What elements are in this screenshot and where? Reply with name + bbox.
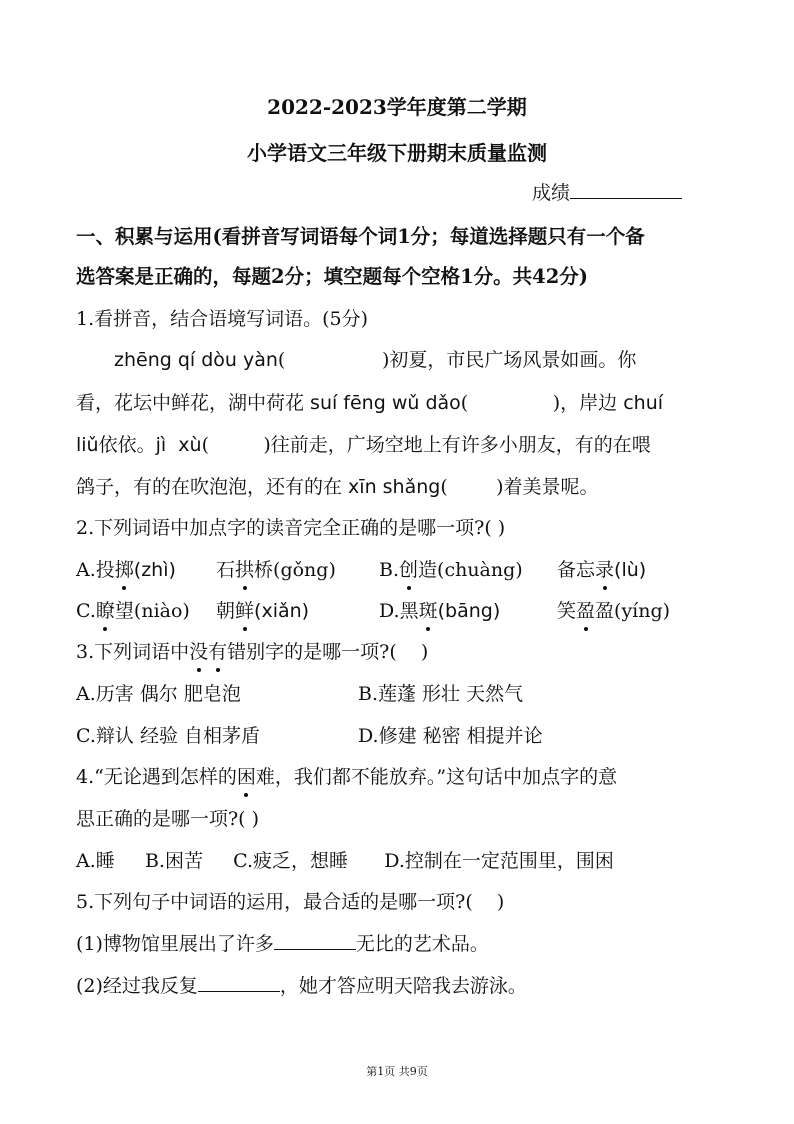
option-d-word2: 笑盈盈(yíng) <box>557 600 671 622</box>
q5-sentence1: (1)博物馆里展出了许多 无比的艺术品。 <box>76 933 489 955</box>
q1-passage-line4 <box>76 474 776 500</box>
option-a[interactable]: A.投掷(zhì) <box>76 559 176 581</box>
passage-text: ( )，岸边 <box>460 392 624 414</box>
option-b[interactable]: B.创造(chuàng) <box>379 559 523 581</box>
option-b-word2: 备忘录(lù) <box>557 559 647 581</box>
passage-text: ( )着美景呢。 <box>440 476 599 498</box>
q1-passage-line1 <box>114 347 774 373</box>
q3-options-row1 <box>76 681 776 707</box>
option-a[interactable]: A.历害 偶尔 肥皂泡 <box>76 683 241 705</box>
passage-text: 看，花坛中鲜花，湖中荷花 <box>76 392 311 414</box>
passage-text: ( )往前走，广场空地上有许多小朋友，有的在喂 <box>201 434 651 456</box>
passage-text: 依依。 <box>98 434 156 456</box>
option-d[interactable]: D.修建 秘密 相提并论 <box>358 725 543 747</box>
q2-stem: 2.下列词语中加点字的读音完全正确的是哪一项?( ) <box>76 517 506 539</box>
option-c[interactable]: C.辩认 经验 自相茅盾 <box>76 725 260 747</box>
pinyin-text: jì xù <box>155 434 202 456</box>
option-c-word2: 朝鲜(xiǎn) <box>216 600 310 622</box>
q5-blank-1[interactable] <box>274 931 356 950</box>
pinyin-text: zhēng qí dòu yàn <box>114 349 278 371</box>
q2-options-row2 <box>76 598 776 624</box>
score-label: 成绩 <box>532 182 571 204</box>
passage-text: ( )初夏，市民广场风景如画。你 <box>277 349 637 371</box>
pinyin-text: chuí <box>623 392 664 414</box>
score-blank[interactable] <box>570 180 682 199</box>
q5-blank-2[interactable] <box>198 973 280 992</box>
section-heading-line1: 一、积累与运用(看拼音写词语每个词1分；每道选择题只有一个备 <box>76 225 645 248</box>
q4-options[interactable]: A.睡 B.困苦 C.疲乏，想睡 D.控制在一定范围里，围困 <box>76 850 614 872</box>
q1-passage-line3 <box>76 432 776 458</box>
page-footer: 第1页 共9页 <box>366 1065 428 1078</box>
score-row <box>532 180 732 206</box>
q4-stem-line2: 思正确的是哪一项?( ) <box>76 808 260 830</box>
q5-sentence2: (2)经过我反复 ，她才答应明天陪我去游泳。 <box>76 975 527 997</box>
option-c[interactable]: C.瞭望(niào) <box>76 600 190 622</box>
page-title: 2022-2023学年度第二学期 <box>267 95 527 119</box>
q3-options-row2 <box>76 723 776 749</box>
option-d[interactable]: D.黑斑(bāng) <box>379 600 501 622</box>
q2-options-row1 <box>76 557 776 583</box>
section-heading-line2: 选答案是正确的，每题2分；填空题每个空格1分。共42分) <box>76 265 588 288</box>
option-b[interactable]: B.莲蓬 形壮 天然气 <box>358 683 524 705</box>
pinyin-text: liǔ <box>76 434 99 456</box>
q5-stem: 5.下列句子中词语的运用，最合适的是哪一项?( ) <box>76 891 505 913</box>
passage-text: 鸽子，有的在吹泡泡，还有的在 <box>76 476 349 498</box>
pinyin-text: xīn shǎng <box>348 476 441 498</box>
option-a-word2: 石拱桥(gǒng) <box>216 559 336 581</box>
q4-stem-line1: 4.“无论遇到怎样的困难，我们都不能放弃。”这句话中加点字的意 <box>76 766 618 788</box>
q1-passage-line2 <box>76 390 776 416</box>
pinyin-text: suí fēng wǔ dǎo <box>310 392 461 414</box>
page-subtitle: 小学语文三年级下册期末质量监测 <box>247 141 547 165</box>
q3-stem: 3.下列词语中没有错别字的是哪一项?( ) <box>76 641 429 663</box>
q1-stem: 1.看拼音，结合语境写词语。(5分) <box>76 308 369 330</box>
